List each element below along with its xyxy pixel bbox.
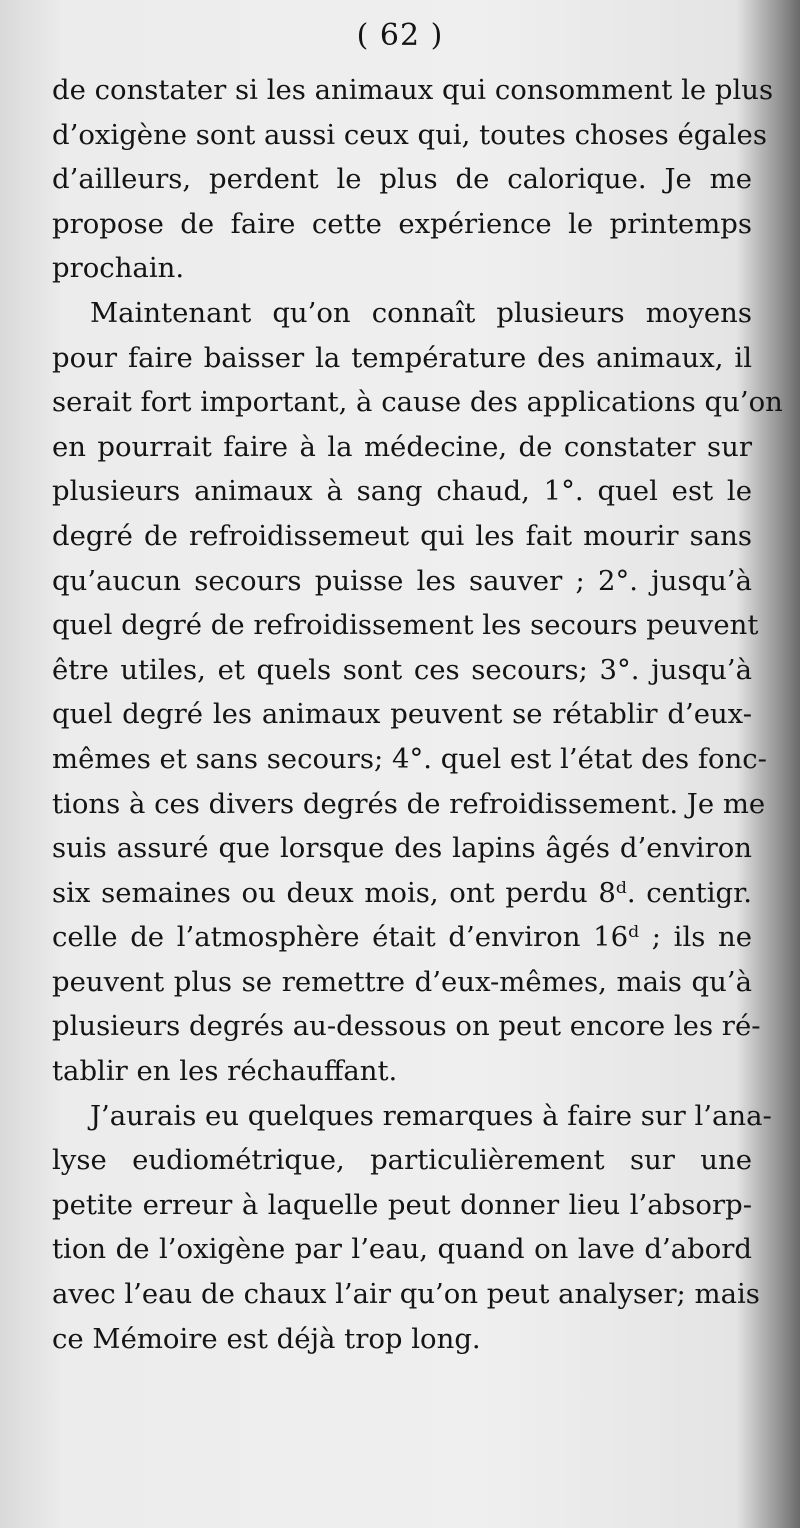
page-number: ( 62 ): [356, 18, 444, 53]
text-line: plusieurs degrés au-dessous on peut encore les ré-: [52, 1010, 761, 1043]
text-line: tablir en les réchauffant.: [52, 1055, 398, 1088]
text-line: qu’aucun secours puisse les sauver ; 2°. jusqu’à: [52, 564, 752, 597]
text-line: celle de l’atmosphère était d’environ 16ᵈ ; ils ne: [52, 921, 752, 954]
text-line: lyse eudiométrique, particulièrement sur une: [52, 1144, 752, 1177]
text-line: quel degré les animaux peuvent se rétablir d’eux-: [52, 698, 752, 731]
text-line: tion de l’oxigène par l’eau, quand on lave d’abord: [52, 1233, 752, 1266]
text-line: avec l’eau de chaux l’air qu’on peut analyser; mais: [52, 1278, 760, 1311]
text-line: suis assuré que lorsque des lapins âgés d’environ: [52, 832, 752, 865]
text-line: petite erreur à laquelle peut donner lieu l’absorp-: [52, 1188, 752, 1221]
text-line: mêmes et sans secours; 4°. quel est l’état des fonc-: [52, 742, 767, 775]
text-line: degré de refroidissemeut qui les fait mourir sans: [52, 519, 752, 552]
text-line: serait fort important, à cause des applications qu’on: [52, 386, 783, 419]
text-line: quel degré de refroidissement les secours peuvent: [52, 609, 759, 642]
text-line: être utiles, et quels sont ces secours; 3°. jusqu’à: [52, 653, 752, 686]
text-line: en pourrait faire à la médecine, de constater sur: [52, 430, 752, 463]
text-line: d’oxigène sont aussi ceux qui, toutes choses égales: [52, 118, 767, 151]
body-text: [52, 68, 783, 1361]
text-line: prochain.: [52, 252, 185, 285]
text-line: J’aurais eu quelques remarques à faire sur l’ana-: [90, 1099, 772, 1132]
text-line: peuvent plus se remettre d’eux-mêmes, mais qu’à: [52, 965, 752, 998]
text-line: Maintenant qu’on connaît plusieurs moyens: [90, 296, 752, 329]
text-line: ce Mémoire est déjà trop long.: [52, 1322, 481, 1355]
text-line: propose de faire cette expérience le printemps: [52, 207, 752, 240]
text-line: tions à ces divers degrés de refroidissement. Je me: [52, 787, 766, 820]
text-line: pour faire baisser la température des animaux, il: [52, 341, 752, 374]
text-line: de constater si les animaux qui consomment le plus: [52, 74, 774, 106]
text-line: d’ailleurs, perdent le plus de calorique. Je me: [52, 163, 752, 196]
text-line: plusieurs animaux à sang chaud, 1°. quel est le: [52, 475, 752, 508]
text-line: six semaines ou deux mois, ont perdu 8ᵈ. centigr.: [52, 876, 752, 909]
